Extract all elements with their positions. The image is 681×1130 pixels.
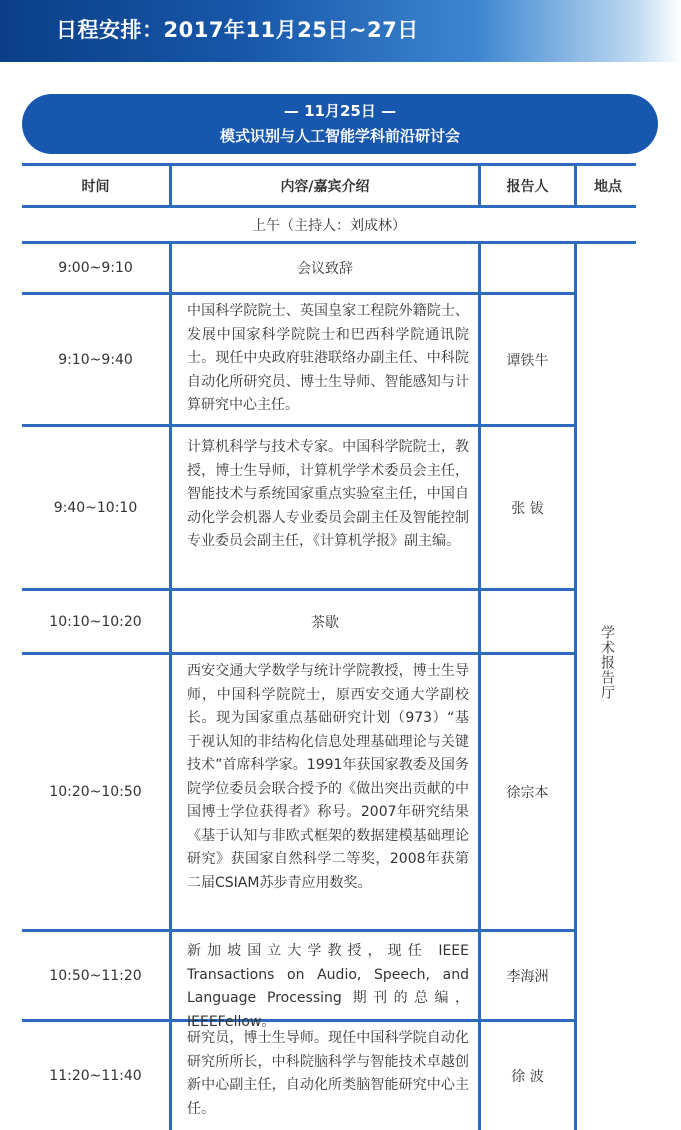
row-speaker: 徐 波 [511, 1069, 544, 1085]
row-speaker [481, 591, 574, 652]
row-content: 西安交通大学数学与统计学院教授，博士生导师，中国科学院院士，原西安交通大学副校长。现为国家重点基础研究计划（973）“基于视认知的非结构化信息处理基础理论与关键技术”首席科学家。1991年获国家教委及国务院学位委员会联合授予的《做出突出贡献的中国博士学位获得者》称号。2007年研究结果《基于认知与非欧式框架的数据建模基础理论研究》获国家自然科学二等奖，2008年获第二届CSIAM苏步青应用数奖。 [187, 663, 469, 891]
header-content: 内容/嘉宾介绍 [280, 178, 370, 195]
venue-label: 学术报告厅 [599, 625, 615, 700]
row-content: 计算机科学与技术专家。中国科学院院士，教授，博士生导师，计算机学学术委员会主任，智能技术与系统国家重点实验室主任，中国自动化学会机器人专业委员会副主任及智能控制专业委员会副主任，《计算机学报》副主编。 [187, 439, 469, 549]
session-header [22, 94, 658, 154]
header-venue: 地点 [594, 178, 622, 195]
row-content: 会议致辞 [297, 261, 353, 277]
row-time: 10:50~11:20 [49, 967, 142, 984]
grid-line [574, 241, 577, 1130]
row-time: 9:40~10:10 [53, 499, 138, 516]
row-content: 茶歇 [311, 614, 339, 631]
row-time: 10:10~10:20 [49, 613, 142, 630]
row-speaker: 徐宗本 [506, 785, 549, 801]
banner-title: 日程安排：2017年11月25日~27日 [56, 18, 419, 42]
header-time: 时间 [81, 178, 110, 195]
session-date: — 11月25日 — [283, 102, 397, 120]
row-time: 11:20~11:40 [49, 1068, 142, 1084]
row-time: 10:20~10:50 [49, 784, 142, 800]
section-label: 上午（主持人：刘成林） [252, 217, 406, 234]
header-speaker: 报告人 [506, 178, 549, 195]
row-speaker: 张 钹 [511, 500, 544, 517]
session-name: 模式识别与人工智能学科前沿研讨会 [219, 127, 460, 145]
row-time: 9:00~9:10 [58, 260, 133, 276]
row-content: 研究员，博士生导师。现任中国科学院自动化研究所所长，中科院脑科学与智能技术卓越创新中心副主任，自动化所类脑智能研究中心主任。 [187, 1030, 469, 1117]
grid-line [169, 241, 172, 1130]
row-speaker: 谭铁牛 [506, 352, 549, 369]
row-speaker [481, 244, 574, 292]
schedule-banner [0, 0, 681, 62]
row-speaker: 李海洲 [506, 968, 549, 985]
row-content: 新加坡国立大学教授，现任 IEEE Transactions on Audio, Speech, and Language Processing 期刊的总编，IEEEFellow。 [187, 943, 469, 1030]
row-content: 中国科学院院士、英国皇家工程院外籍院士、发展中国家科学院院士和巴西科学院通讯院士。现任中央政府驻港联络办副主任、中科院自动化所研究员、博士生导师、智能感知与计算研究中心主任。 [187, 303, 469, 413]
row-time: 9:10~9:40 [58, 351, 133, 368]
